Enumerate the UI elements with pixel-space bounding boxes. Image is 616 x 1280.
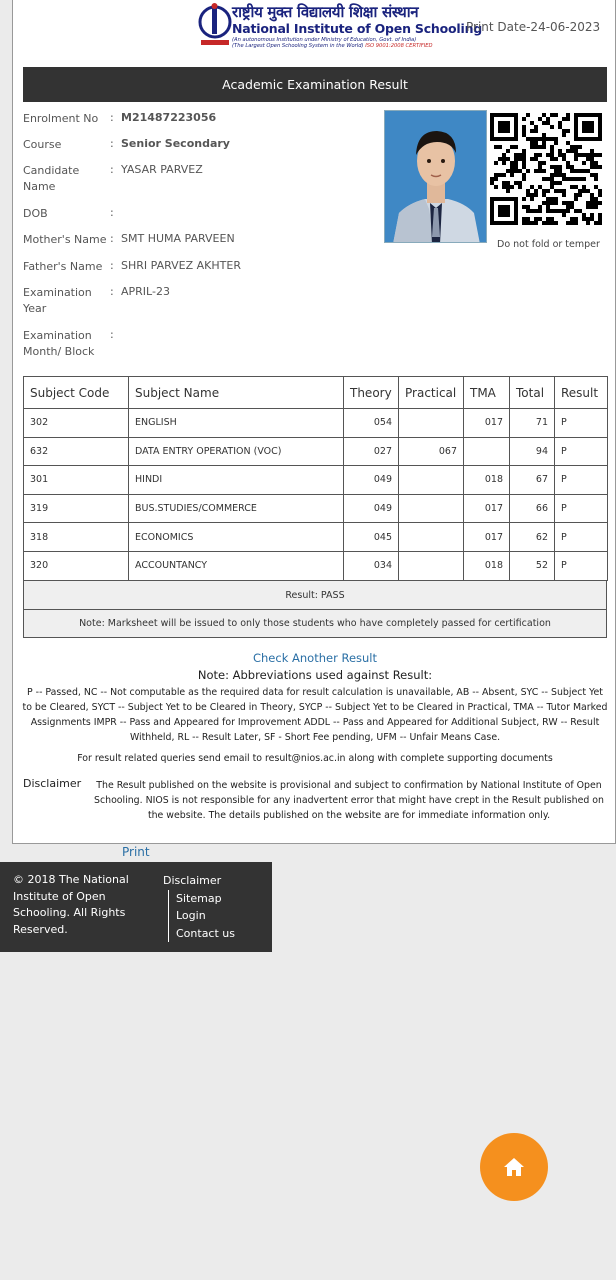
father-value: SHRI PARVEZ AKHTER <box>121 259 241 272</box>
print-date: Print Date-24-06-2023 <box>466 20 601 34</box>
table-cell: 67 <box>510 466 555 495</box>
footer-link-disclaimer[interactable]: Disclaimer <box>163 874 222 887</box>
copyright-text: © 2018 The National Institute of Open Schooling. All Rights Reserved. <box>13 873 129 936</box>
institute-hindi-name: राष्ट्रीय मुक्त विद्यालयी शिक्षा संस्थान <box>232 3 419 21</box>
home-button[interactable] <box>480 1133 548 1201</box>
colon: : <box>110 137 114 150</box>
institute-subtitle: (An autonomous Institution under Ministry of Education, Govt. of India) <box>232 37 417 43</box>
table-cell <box>399 523 464 552</box>
footer-link-sitemap[interactable]: Sitemap <box>168 890 235 908</box>
table-cell: 054 <box>344 409 399 438</box>
table-cell: 62 <box>510 523 555 552</box>
table-cell: ECONOMICS <box>129 523 344 552</box>
colon: : <box>110 163 114 176</box>
footer-link-contact[interactable]: Contact us <box>168 925 235 943</box>
table-cell: 319 <box>24 494 129 523</box>
institute-english-name: National Institute of Open Schooling <box>232 21 483 36</box>
table-cell <box>464 437 510 466</box>
table-cell: BUS.STUDIES/COMMERCE <box>129 494 344 523</box>
table-cell <box>399 494 464 523</box>
nios-logo-icon <box>197 2 233 48</box>
abbreviations-text: P -- Passed, NC -- Not computable as the required data for result calculation is unavailable, AB -- Absent, SYC -- Subject Yet to be Cleared, SYCT -- Subject Yet to be Cleared in Theory, SYCP -- Subject Yet to be Cleared in Practical, TMA -- Tutor Marked Assignments IMPR -- Pass and Appeared for Improvement ADDL -- Pass and Appeared for Additional Subject, RW -- Result Withheld, RL -- Result Later, SF - Short Fee pending, UFM -- Unfair Means Case. <box>22 687 608 743</box>
mother-label: Mother's Name <box>23 233 107 246</box>
table-cell: ACCOUNTANCY <box>129 551 344 580</box>
column-header: Theory <box>344 377 399 409</box>
table-cell: 301 <box>24 466 129 495</box>
table-cell: 318 <box>24 523 129 552</box>
table-cell: 94 <box>510 437 555 466</box>
table-cell: 017 <box>464 494 510 523</box>
table-row <box>24 437 608 466</box>
colon: : <box>110 206 114 219</box>
candidate-photo <box>384 110 487 243</box>
mother-value: SMT HUMA PARVEEN <box>121 232 235 245</box>
column-header: Subject Name <box>129 377 344 409</box>
column-header: Subject Code <box>24 377 129 409</box>
table-cell: 049 <box>344 466 399 495</box>
table-row <box>24 551 608 580</box>
home-icon <box>503 1157 525 1177</box>
table-cell: 632 <box>24 437 129 466</box>
table-cell: 034 <box>344 551 399 580</box>
colon: : <box>110 285 114 298</box>
queries-note: For result related queries send email to result@nios.ac.in along with complete supporting documents <box>77 753 553 764</box>
result-document <box>12 0 616 844</box>
do-not-fold-note: Do not fold or temper <box>497 239 600 250</box>
colon: : <box>110 328 114 341</box>
colon: : <box>110 259 114 272</box>
footer <box>0 862 272 952</box>
table-cell: 71 <box>510 409 555 438</box>
table-cell: 017 <box>464 523 510 552</box>
table-header-row <box>24 377 608 409</box>
dob-label: DOB <box>23 207 48 220</box>
table-cell: 027 <box>344 437 399 466</box>
disclaimer-label: Disclaimer <box>23 777 82 790</box>
exam-month-label: Examination Month/ Block <box>23 329 95 358</box>
table-cell <box>399 551 464 580</box>
certification-note: Note: Marksheet will be issued to only those students who have completely passed for certification <box>23 610 607 638</box>
table-row <box>24 409 608 438</box>
table-cell: 067 <box>399 437 464 466</box>
course-label: Course <box>23 138 62 151</box>
table-cell: P <box>555 523 608 552</box>
qr-code-icon <box>490 113 602 225</box>
colon: : <box>110 111 114 124</box>
table-cell: DATA ENTRY OPERATION (VOC) <box>129 437 344 466</box>
column-header: TMA <box>464 377 510 409</box>
abbreviations-title: Note: Abbreviations used against Result: <box>197 668 433 682</box>
table-cell: P <box>555 466 608 495</box>
colon: : <box>110 232 114 245</box>
overall-result: Result: PASS <box>23 581 607 610</box>
table-cell <box>399 466 464 495</box>
table-cell: P <box>555 409 608 438</box>
print-link[interactable]: Print <box>122 845 150 859</box>
enrolment-value: M21487223056 <box>121 111 217 124</box>
enrolment-label: Enrolment No <box>23 112 99 125</box>
column-header: Practical <box>399 377 464 409</box>
course-value: Senior Secondary <box>121 137 230 150</box>
column-header: Total <box>510 377 555 409</box>
check-another-result-link[interactable]: Check Another Result <box>252 651 377 665</box>
table-cell: HINDI <box>129 466 344 495</box>
exam-year-value: APRIL-23 <box>121 285 170 298</box>
table-cell: P <box>555 437 608 466</box>
table-row <box>24 494 608 523</box>
table-cell: ENGLISH <box>129 409 344 438</box>
candidate-value: YASAR PARVEZ <box>121 163 203 176</box>
father-label: Father's Name <box>23 260 103 273</box>
page-title: Academic Examination Result <box>23 67 607 102</box>
table-cell: 320 <box>24 551 129 580</box>
footer-link-login[interactable]: Login <box>168 907 235 925</box>
footer-links <box>163 872 235 942</box>
table-cell: 018 <box>464 551 510 580</box>
table-cell: 045 <box>344 523 399 552</box>
table-row <box>24 523 608 552</box>
marks-table <box>23 376 608 581</box>
table-cell: 302 <box>24 409 129 438</box>
table-cell <box>399 409 464 438</box>
table-cell: 52 <box>510 551 555 580</box>
table-cell: P <box>555 551 608 580</box>
table-row <box>24 466 608 495</box>
table-cell: 018 <box>464 466 510 495</box>
exam-year-label: Examination Year <box>23 286 92 315</box>
table-cell: 66 <box>510 494 555 523</box>
disclaimer-text: The Result published on the website is provisional and subject to confirmation by National Institute of Open Schooling. NIOS is not responsible for any inadvertent error that might have crept in the Result published on the website. The details published on the website are for immediate information only. <box>94 780 604 821</box>
institute-tagline: (The Largest Open Schooling System in the World) ISO 9001:2008 CERTIFIED <box>232 43 433 49</box>
table-cell: P <box>555 494 608 523</box>
candidate-label: Candidate Name <box>23 164 80 193</box>
table-cell: 017 <box>464 409 510 438</box>
table-cell: 049 <box>344 494 399 523</box>
column-header: Result <box>555 377 608 409</box>
